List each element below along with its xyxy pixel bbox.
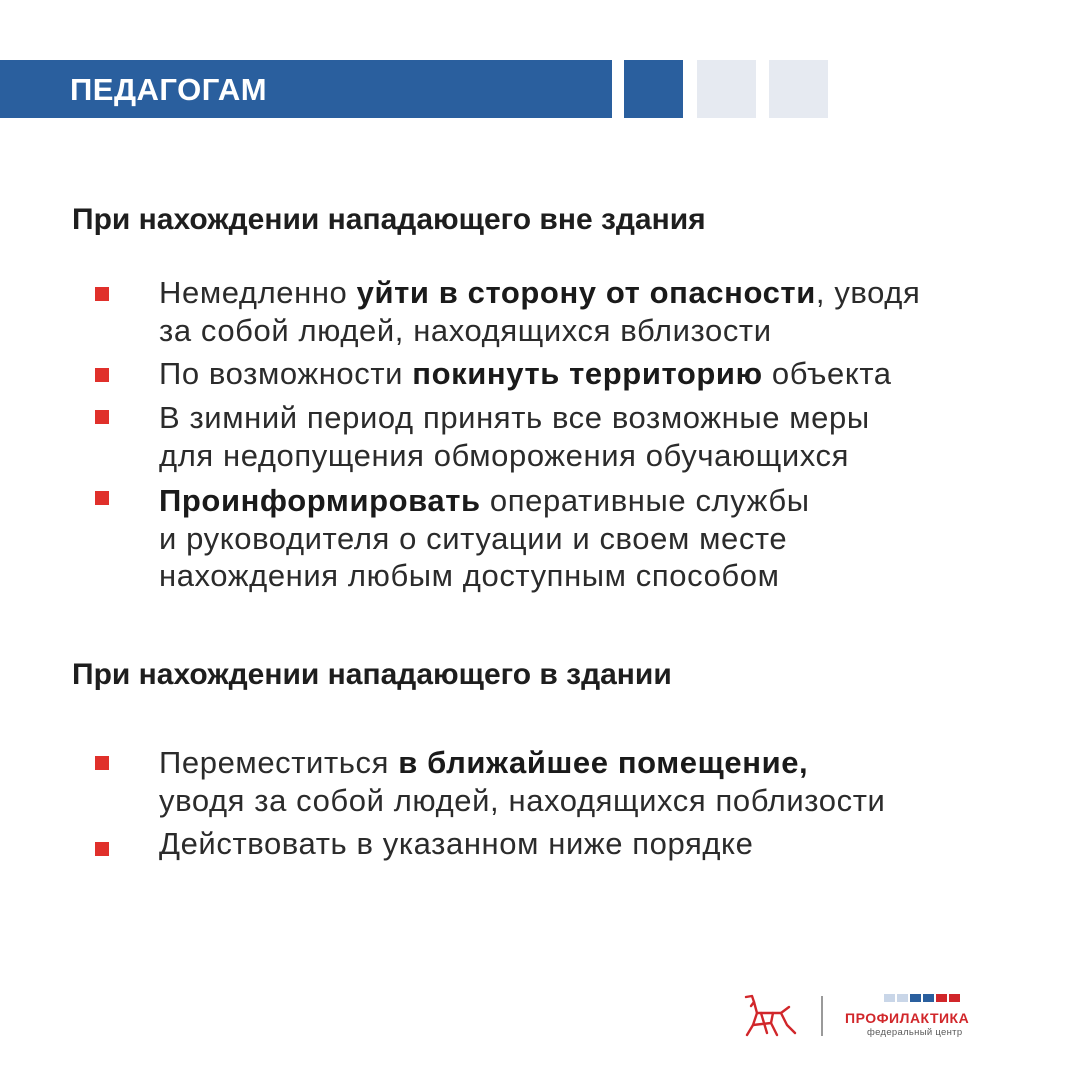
item-line — [159, 782, 1039, 820]
logo-subtitle: федеральный центр — [867, 1027, 963, 1038]
text: , уводя — [815, 275, 921, 310]
item-line — [159, 744, 1039, 782]
list-item — [159, 825, 1039, 863]
bullet-icon — [95, 287, 109, 301]
list-item — [159, 482, 1039, 595]
item-line — [159, 355, 1039, 393]
text: и руководителя о ситуации и своем месте — [159, 520, 788, 556]
text: В зимний период принять все возможные меры — [159, 400, 870, 435]
list-item — [159, 274, 1039, 349]
text: за собой людей, находящихся вблизости — [159, 312, 772, 348]
text: Немедленно — [159, 275, 357, 310]
text: нахождения любым доступным способом — [159, 558, 780, 593]
text: оперативные службы — [480, 483, 810, 518]
item-line — [159, 482, 1039, 520]
text: для недопущения обморожения обучающихся — [159, 437, 850, 473]
text: Переместиться — [159, 745, 399, 780]
list-item — [159, 355, 1039, 393]
bold-text: покинуть территорию — [412, 356, 763, 391]
text: уводя за собой людей, находящихся поблизости — [159, 782, 886, 818]
bullet-icon — [95, 491, 109, 505]
page-title: ПЕДАГОГАМ — [70, 72, 268, 107]
bold-text: уйти в сторону от опасности — [356, 275, 816, 310]
item-line — [159, 399, 1039, 437]
header-square-light-1 — [697, 60, 756, 118]
item-line — [159, 437, 1039, 475]
bold-text: Проинформировать — [159, 483, 481, 518]
logo-divider — [821, 996, 823, 1036]
horse-icon — [743, 993, 799, 1039]
item-line — [159, 312, 1039, 350]
header-square-blue — [624, 60, 683, 118]
list-item — [159, 744, 1039, 819]
logo-squares — [884, 994, 960, 1002]
logo-name: ПРОФИЛАКТИКА — [845, 1010, 970, 1026]
list-item — [159, 399, 1039, 474]
item-line — [159, 520, 1039, 558]
item-line — [159, 825, 1039, 863]
bullet-icon — [95, 368, 109, 382]
header-square-light-2 — [769, 60, 828, 118]
item-line — [159, 274, 1039, 312]
section-title-outside: При нахождении нападающего вне здания — [72, 203, 706, 236]
text: Действовать в указанном ниже порядке — [159, 826, 754, 861]
bullet-icon — [95, 410, 109, 424]
bullet-icon — [95, 842, 109, 856]
section-title-inside: При нахождении нападающего в здании — [72, 658, 672, 691]
text: объекта — [762, 356, 892, 391]
bullet-icon — [95, 756, 109, 770]
bold-text: в ближайшее помещение, — [398, 745, 809, 780]
item-line — [159, 557, 1039, 595]
text: По возможности — [159, 356, 413, 391]
